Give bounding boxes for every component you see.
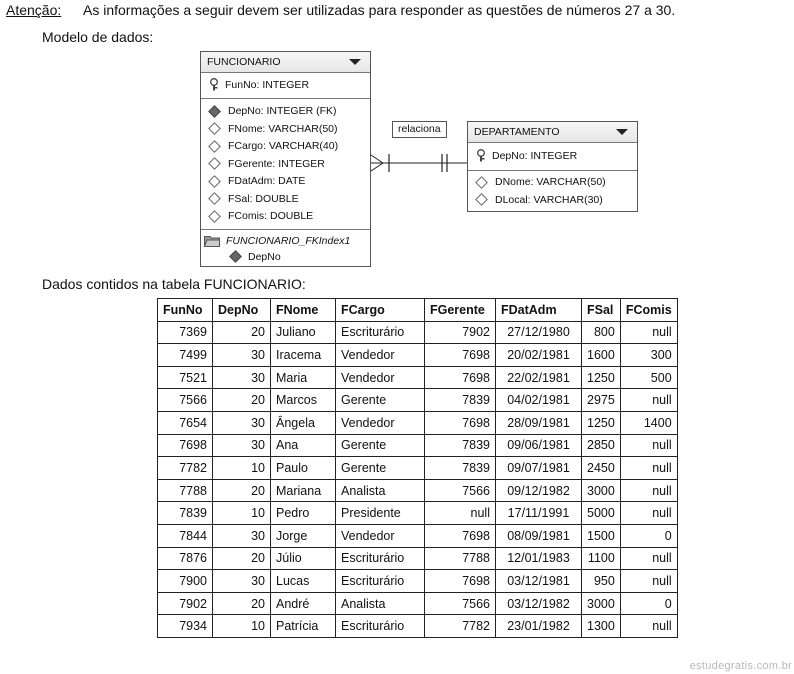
attention-line xyxy=(6,2,676,18)
table-cell-depno: 20 xyxy=(213,389,271,412)
table-cell-fgerente: 7698 xyxy=(425,524,496,547)
attention-text: As informações a seguir devem ser utilizadas para responder as questões de números 27 a 30. xyxy=(83,2,676,18)
table-cell-fsal: 1250 xyxy=(582,411,621,434)
data-title: Dados contidos na tabela FUNCIONARIO: xyxy=(42,276,306,292)
table-cell-fcomis: 500 xyxy=(620,366,677,389)
table-row xyxy=(158,389,678,412)
table-cell-fsal: 1500 xyxy=(582,524,621,547)
table-cell-fsal: 1300 xyxy=(582,615,621,638)
column-header: FComis xyxy=(620,299,677,322)
key-icon xyxy=(208,78,220,91)
attribute-row xyxy=(468,191,637,209)
table-row xyxy=(158,366,678,389)
table-header-row xyxy=(158,299,678,322)
fk-diamond-icon xyxy=(229,250,242,263)
table-row xyxy=(158,457,678,480)
table-cell-fgerente: null xyxy=(425,502,496,525)
table-cell-fdatadm: 12/01/1983 xyxy=(496,547,582,570)
table-cell-fdatadm: 09/12/1982 xyxy=(496,479,582,502)
attribute-row xyxy=(201,103,370,121)
table-cell-fnome: Ângela xyxy=(271,411,336,434)
table-cell-fcomis: null xyxy=(620,547,677,570)
table-cell-fdatadm: 17/11/1991 xyxy=(496,502,582,525)
column-header: FCargo xyxy=(336,299,425,322)
table-cell-fcomis: null xyxy=(620,570,677,593)
table-cell-fgerente: 7698 xyxy=(425,366,496,389)
entity-funcionario xyxy=(200,51,371,267)
column-header: FDatAdm xyxy=(496,299,582,322)
relationship-label: relaciona xyxy=(392,121,447,138)
entity-funcionario-index xyxy=(201,230,370,264)
table-cell-depno: 20 xyxy=(213,479,271,502)
entity-departamento-header xyxy=(468,122,637,143)
attribute-label: FDatAdm: DATE xyxy=(228,175,306,188)
table-cell-fsal: 2850 xyxy=(582,434,621,457)
table-cell-fsal: 1250 xyxy=(582,366,621,389)
table-cell-fcargo: Vendedor xyxy=(336,344,425,367)
table-cell-fsal: 950 xyxy=(582,570,621,593)
table-row xyxy=(158,592,678,615)
table-cell-depno: 30 xyxy=(213,366,271,389)
pk-label: FunNo: INTEGER xyxy=(225,78,310,91)
attribute-label: FSal: DOUBLE xyxy=(228,192,299,205)
relationship-connector xyxy=(370,148,470,178)
table-cell-fgerente: 7839 xyxy=(425,434,496,457)
table-row xyxy=(158,547,678,570)
table-cell-fnome: André xyxy=(271,592,336,615)
attribute-row xyxy=(201,155,370,173)
table-cell-fdatadm: 22/02/1981 xyxy=(496,366,582,389)
entity-funcionario-name: FUNCIONARIO xyxy=(207,56,281,68)
entity-funcionario-header xyxy=(201,52,370,73)
table-row xyxy=(158,479,678,502)
table-cell-funno: 7698 xyxy=(158,434,213,457)
attribute-label: FNome: VARCHAR(50) xyxy=(228,122,338,135)
table-cell-fcargo: Analista xyxy=(336,479,425,502)
table-cell-fgerente: 7566 xyxy=(425,592,496,615)
table-cell-fsal: 2450 xyxy=(582,457,621,480)
pk-row xyxy=(468,147,637,165)
table-cell-fcomis: null xyxy=(620,615,677,638)
dropdown-arrow-icon xyxy=(616,129,628,135)
table-cell-funno: 7369 xyxy=(158,321,213,344)
crowfoot-top xyxy=(371,155,383,163)
table-cell-fcargo: Escriturário xyxy=(336,615,425,638)
attribute-label: DLocal: VARCHAR(30) xyxy=(495,193,603,206)
table-cell-fcomis: 0 xyxy=(620,524,677,547)
table-row xyxy=(158,524,678,547)
attribute-row xyxy=(468,174,637,192)
diamond-icon xyxy=(208,140,221,153)
table-cell-funno: 7902 xyxy=(158,592,213,615)
attribute-row xyxy=(201,138,370,156)
entity-departamento-pk-section xyxy=(468,143,637,171)
table-cell-depno: 20 xyxy=(213,547,271,570)
diamond-icon xyxy=(208,210,221,223)
entity-departamento xyxy=(467,121,638,212)
table-cell-depno: 10 xyxy=(213,615,271,638)
entity-departamento-attributes xyxy=(468,171,637,209)
attribute-label: DNome: VARCHAR(50) xyxy=(495,176,606,189)
table-cell-fnome: Marcos xyxy=(271,389,336,412)
index-row xyxy=(201,232,370,250)
column-header: FSal xyxy=(582,299,621,322)
table-cell-fcargo: Presidente xyxy=(336,502,425,525)
table-cell-fsal: 1100 xyxy=(582,547,621,570)
table-cell-fcargo: Escriturário xyxy=(336,321,425,344)
attribute-row xyxy=(201,208,370,226)
table-cell-fgerente: 7839 xyxy=(425,389,496,412)
entity-departamento-name: DEPARTAMENTO xyxy=(474,126,560,138)
table-cell-fcomis: null xyxy=(620,457,677,480)
table-cell-fgerente: 7698 xyxy=(425,344,496,367)
table-cell-fdatadm: 09/06/1981 xyxy=(496,434,582,457)
table-cell-fcomis: null xyxy=(620,479,677,502)
table-cell-fcomis: null xyxy=(620,321,677,344)
diamond-icon xyxy=(208,157,221,170)
table-cell-funno: 7566 xyxy=(158,389,213,412)
table-cell-fgerente: 7782 xyxy=(425,615,496,638)
model-title: Modelo de dados: xyxy=(42,29,154,45)
fk-diamond-icon xyxy=(208,105,221,118)
table-cell-fgerente: 7698 xyxy=(425,570,496,593)
attention-label: Atenção: xyxy=(6,2,62,18)
entity-funcionario-attributes xyxy=(201,99,370,231)
column-header: FNome xyxy=(271,299,336,322)
table-cell-fgerente: 7902 xyxy=(425,321,496,344)
table-cell-fsal: 3000 xyxy=(582,592,621,615)
table-cell-fgerente: 7839 xyxy=(425,457,496,480)
table-cell-fcomis: 1400 xyxy=(620,411,677,434)
table-cell-fnome: Juliano xyxy=(271,321,336,344)
table-body xyxy=(158,321,678,637)
diamond-icon xyxy=(208,192,221,205)
table-cell-fdatadm: 27/12/1980 xyxy=(496,321,582,344)
table-cell-fcargo: Escriturário xyxy=(336,570,425,593)
index-field: DepNo xyxy=(248,250,281,263)
table-row xyxy=(158,615,678,638)
table-cell-fgerente: 7566 xyxy=(425,479,496,502)
table-cell-funno: 7499 xyxy=(158,344,213,367)
table-cell-fcomis: null xyxy=(620,502,677,525)
table-cell-fgerente: 7788 xyxy=(425,547,496,570)
diamond-icon xyxy=(208,175,221,188)
pk-label: DepNo: INTEGER xyxy=(492,149,578,162)
table-cell-funno: 7654 xyxy=(158,411,213,434)
table-cell-fnome: Júlio xyxy=(271,547,336,570)
table-cell-fcomis: 0 xyxy=(620,592,677,615)
dropdown-arrow-icon xyxy=(349,59,361,65)
table-cell-fdatadm: 23/01/1982 xyxy=(496,615,582,638)
table-row xyxy=(158,434,678,457)
table-cell-depno: 30 xyxy=(213,344,271,367)
table-cell-fdatadm: 08/09/1981 xyxy=(496,524,582,547)
table-cell-fgerente: 7698 xyxy=(425,411,496,434)
diamond-icon xyxy=(475,176,488,189)
table-cell-funno: 7788 xyxy=(158,479,213,502)
table-cell-funno: 7521 xyxy=(158,366,213,389)
table-cell-fnome: Paulo xyxy=(271,457,336,480)
column-header: FGerente xyxy=(425,299,496,322)
diamond-icon xyxy=(208,122,221,135)
table-cell-fdatadm: 03/12/1981 xyxy=(496,570,582,593)
table-cell-fdatadm: 03/12/1982 xyxy=(496,592,582,615)
table-cell-fcargo: Analista xyxy=(336,592,425,615)
table-cell-fcomis: 300 xyxy=(620,344,677,367)
table-cell-fcargo: Vendedor xyxy=(336,411,425,434)
table-cell-fnome: Pedro xyxy=(271,502,336,525)
pk-row xyxy=(201,76,370,94)
index-name: FUNCIONARIO_FKIndex1 xyxy=(226,234,351,247)
attribute-label: FComis: DOUBLE xyxy=(228,210,314,223)
entity-funcionario-pk-section xyxy=(201,73,370,99)
table-cell-depno: 30 xyxy=(213,434,271,457)
table-cell-fcomis: null xyxy=(620,389,677,412)
table-cell-fnome: Jorge xyxy=(271,524,336,547)
table-cell-funno: 7839 xyxy=(158,502,213,525)
index-field-row xyxy=(201,250,370,264)
attribute-row xyxy=(201,190,370,208)
table-cell-fnome: Iracema xyxy=(271,344,336,367)
table-cell-fnome: Patrícia xyxy=(271,615,336,638)
diamond-icon xyxy=(475,193,488,206)
table-cell-fdatadm: 28/09/1981 xyxy=(496,411,582,434)
attribute-label: FGerente: INTEGER xyxy=(228,157,325,170)
table-row xyxy=(158,411,678,434)
table-cell-funno: 7876 xyxy=(158,547,213,570)
attribute-label: FCargo: VARCHAR(40) xyxy=(228,140,339,153)
table-cell-depno: 10 xyxy=(213,457,271,480)
table-cell-fsal: 5000 xyxy=(582,502,621,525)
table-cell-funno: 7844 xyxy=(158,524,213,547)
table-cell-funno: 7782 xyxy=(158,457,213,480)
table-cell-fcargo: Gerente xyxy=(336,389,425,412)
funcionario-table xyxy=(157,298,678,638)
table-cell-depno: 30 xyxy=(213,524,271,547)
table-cell-fcargo: Vendedor xyxy=(336,366,425,389)
table-cell-fnome: Ana xyxy=(271,434,336,457)
table-cell-fcomis: null xyxy=(620,434,677,457)
table-cell-fcargo: Vendedor xyxy=(336,524,425,547)
table-cell-fdatadm: 04/02/1981 xyxy=(496,389,582,412)
table-cell-depno: 30 xyxy=(213,411,271,434)
crowfoot-bottom xyxy=(371,163,383,171)
table-cell-fsal: 800 xyxy=(582,321,621,344)
table-cell-fdatadm: 09/07/1981 xyxy=(496,457,582,480)
table-row xyxy=(158,502,678,525)
attribute-row xyxy=(201,120,370,138)
table-cell-funno: 7934 xyxy=(158,615,213,638)
attribute-label: DepNo: INTEGER (FK) xyxy=(228,105,337,118)
table-cell-fcargo: Gerente xyxy=(336,434,425,457)
column-header: FunNo xyxy=(158,299,213,322)
table-cell-fsal: 2975 xyxy=(582,389,621,412)
attribute-row xyxy=(201,173,370,191)
table-cell-depno: 20 xyxy=(213,592,271,615)
table-cell-depno: 10 xyxy=(213,502,271,525)
table-row xyxy=(158,344,678,367)
table-row xyxy=(158,321,678,344)
table-cell-fdatadm: 20/02/1981 xyxy=(496,344,582,367)
folder-icon xyxy=(204,235,220,247)
key-icon xyxy=(475,149,487,162)
table-cell-depno: 30 xyxy=(213,570,271,593)
watermark: estudegratis.com.br xyxy=(689,660,792,672)
table-cell-fsal: 3000 xyxy=(582,479,621,502)
table-cell-funno: 7900 xyxy=(158,570,213,593)
table-cell-fsal: 1600 xyxy=(582,344,621,367)
table-cell-fcargo: Gerente xyxy=(336,457,425,480)
column-header: DepNo xyxy=(213,299,271,322)
table-cell-fnome: Lucas xyxy=(271,570,336,593)
table-cell-depno: 20 xyxy=(213,321,271,344)
table-row xyxy=(158,570,678,593)
table-cell-fnome: Maria xyxy=(271,366,336,389)
table-cell-fnome: Mariana xyxy=(271,479,336,502)
table-cell-fcargo: Escriturário xyxy=(336,547,425,570)
